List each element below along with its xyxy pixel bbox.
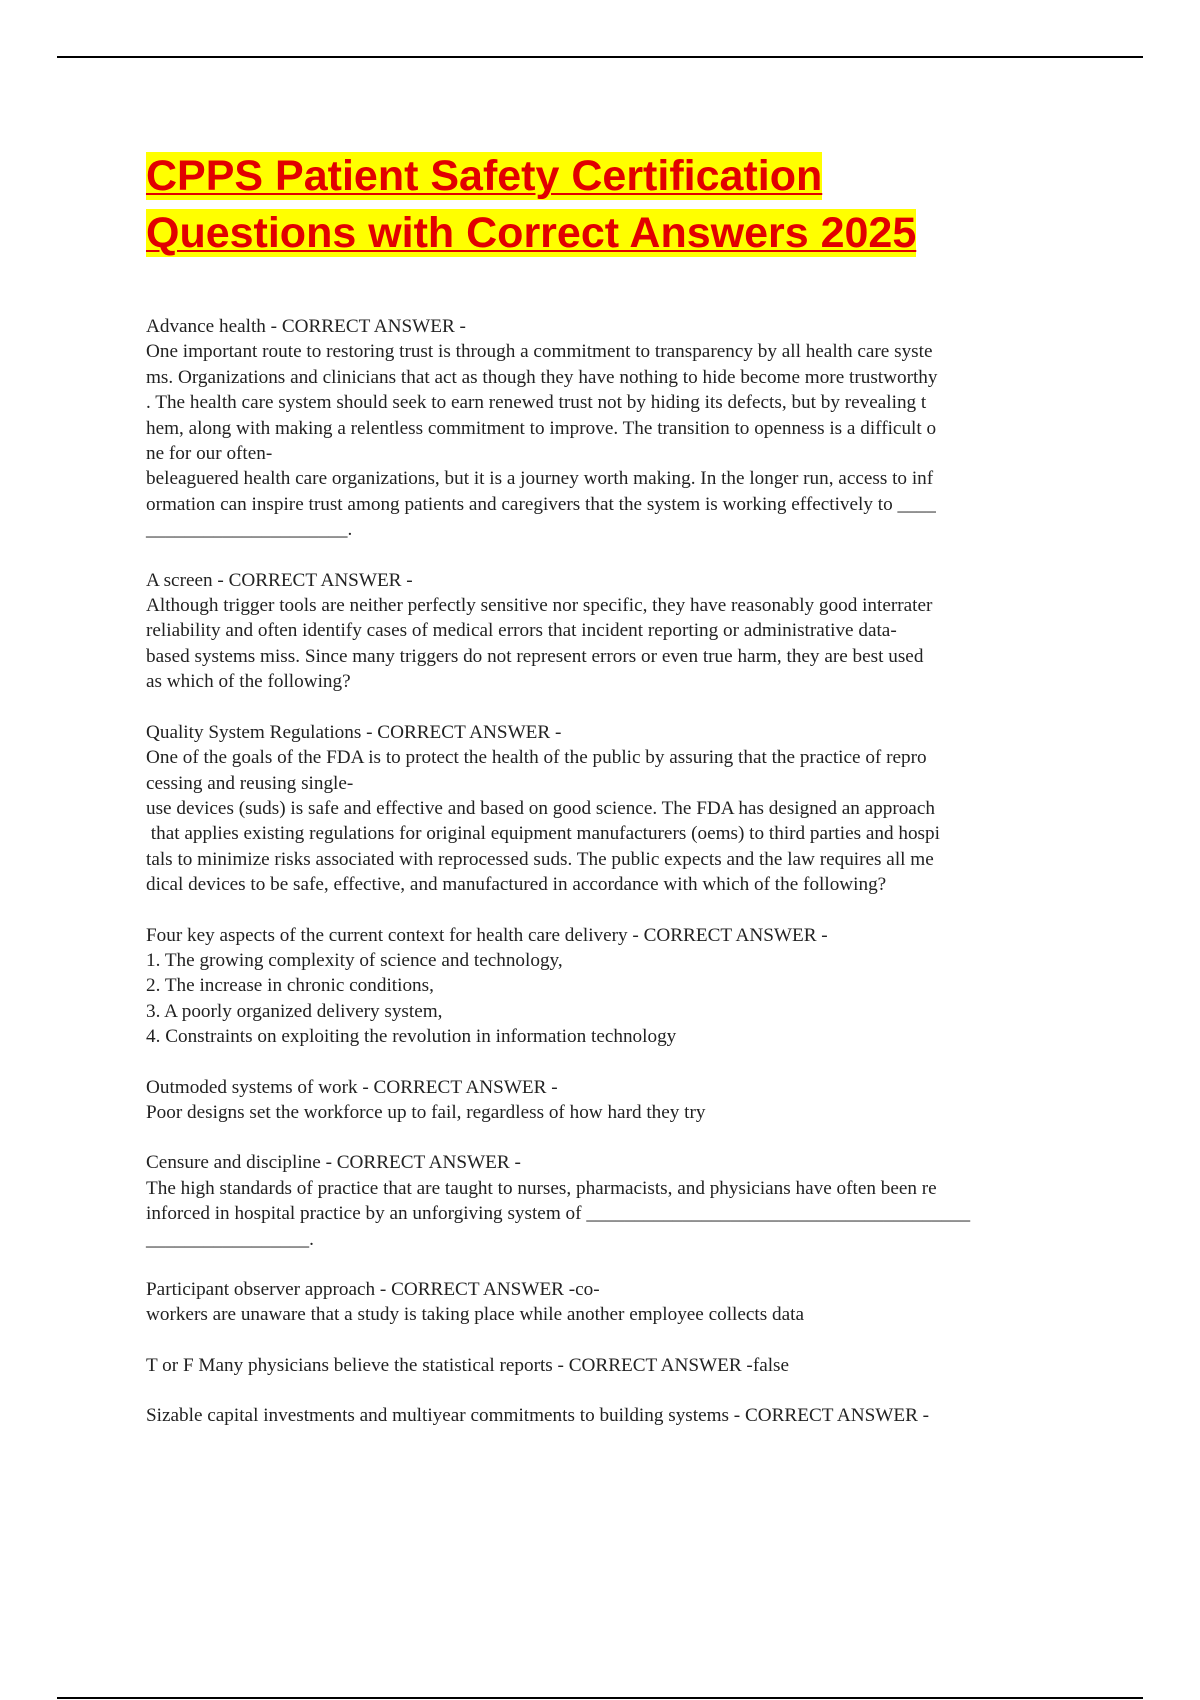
qa-answer-line: One important route to restoring trust is through a commitment to transparency by all health care syste (146, 341, 933, 363)
qa-answer-line: tals to minimize risks associated with reprocessed suds. The public expects and the law requires all me (146, 848, 934, 870)
qa-question-line: T or F Many physicians believe the statistical reports - CORRECT ANSWER -false (146, 1354, 790, 1376)
qa-answer-line: 2. The increase in chronic conditions, (146, 975, 434, 997)
qa-answer-line: based systems miss. Since many triggers do not represent errors or even true harm, they are best used (146, 645, 924, 667)
qa-item (146, 1075, 1096, 1126)
qa-question-line: A screen - CORRECT ANSWER - (146, 569, 413, 591)
qa-answer-line: . The health care system should seek to earn renewed trust not by hiding its defects, but by revealing t (146, 392, 927, 414)
qa-answer-line: reliability and often identify cases of medical errors that incident reporting or administrative data- (146, 620, 897, 642)
qa-answer-line: One of the goals of the FDA is to protect the health of the public by assuring that the practice of repro (146, 747, 927, 769)
qa-item (146, 568, 1096, 695)
qa-answer-line: The high standards of practice that are taught to nurses, pharmacists, and physicians have often been re (146, 1177, 937, 1199)
qa-answer-line: that applies existing regulations for original equipment manufacturers (oems) to third parties and hospi (146, 823, 940, 845)
qa-item (146, 314, 1096, 543)
top-rule (57, 56, 1143, 58)
qa-answer-line: 4. Constraints on exploiting the revolution in information technology (146, 1026, 677, 1048)
qa-answer-line: as which of the following? (146, 671, 351, 693)
document-title (146, 148, 1096, 262)
qa-answer-line: ms. Organizations and clinicians that act as though they have nothing to hide become more trustworthy (146, 366, 938, 388)
qa-item (146, 1150, 1096, 1252)
qa-question-line: Quality System Regulations - CORRECT ANSWER - (146, 721, 562, 743)
title-line-1: CPPS Patient Safety Certification (146, 152, 823, 200)
qa-answer-line: _________________. (146, 1228, 314, 1250)
qa-question-line: Sizable capital investments and multiyear commitments to building systems - CORRECT ANSWER - (146, 1405, 930, 1427)
qa-question-line: Censure and discipline - CORRECT ANSWER - (146, 1152, 521, 1174)
qa-answer-line: ormation can inspire trust among patients and caregivers that the system is working effectively to ____ (146, 493, 936, 515)
qa-answer-line: dical devices to be safe, effective, and manufactured in accordance with which of the following? (146, 874, 887, 896)
document-body (146, 148, 1096, 1454)
qa-item (146, 1403, 1096, 1428)
qa-answer-line: _____________________. (146, 519, 353, 541)
qa-answer-line: 3. A poorly organized delivery system, (146, 1000, 443, 1022)
qa-answer-line: 1. The growing complexity of science and technology, (146, 949, 563, 971)
qa-item (146, 1277, 1096, 1328)
qa-answer-line: inforced in hospital practice by an unforgiving system of ________________________________________ (146, 1203, 971, 1225)
bottom-rule (57, 1697, 1143, 1699)
qa-answer-line: workers are unaware that a study is taking place while another employee collects data (146, 1304, 804, 1326)
qa-question-line: Advance health - CORRECT ANSWER - (146, 316, 466, 337)
title-line-2: Questions with Correct Answers 2025 (146, 209, 917, 257)
qa-answer-line: beleaguered health care organizations, but it is a journey worth making. In the longer run, access to inf (146, 468, 934, 490)
qa-answer-line: use devices (suds) is safe and effective and based on good science. The FDA has designed an approach (146, 797, 935, 819)
qa-answer-line: cessing and reusing single- (146, 772, 354, 794)
qa-list (146, 314, 1096, 1429)
qa-answer-line: Although trigger tools are neither perfectly sensitive nor specific, they have reasonably good interrater (146, 595, 933, 617)
qa-question-line: Four key aspects of the current context for health care delivery - CORRECT ANSWER - (146, 924, 828, 946)
qa-answer-line: hem, along with making a relentless commitment to improve. The transition to openness is a difficult o (146, 417, 937, 439)
qa-answer-line: ne for our often- (146, 443, 273, 465)
qa-item (146, 1353, 1096, 1378)
qa-item (146, 923, 1096, 1050)
qa-question-line: Outmoded systems of work - CORRECT ANSWER - (146, 1076, 558, 1098)
qa-answer-line: Poor designs set the workforce up to fail, regardless of how hard they try (146, 1101, 706, 1123)
qa-question-line: Participant observer approach - CORRECT ANSWER -co- (146, 1279, 600, 1300)
qa-item (146, 720, 1096, 898)
